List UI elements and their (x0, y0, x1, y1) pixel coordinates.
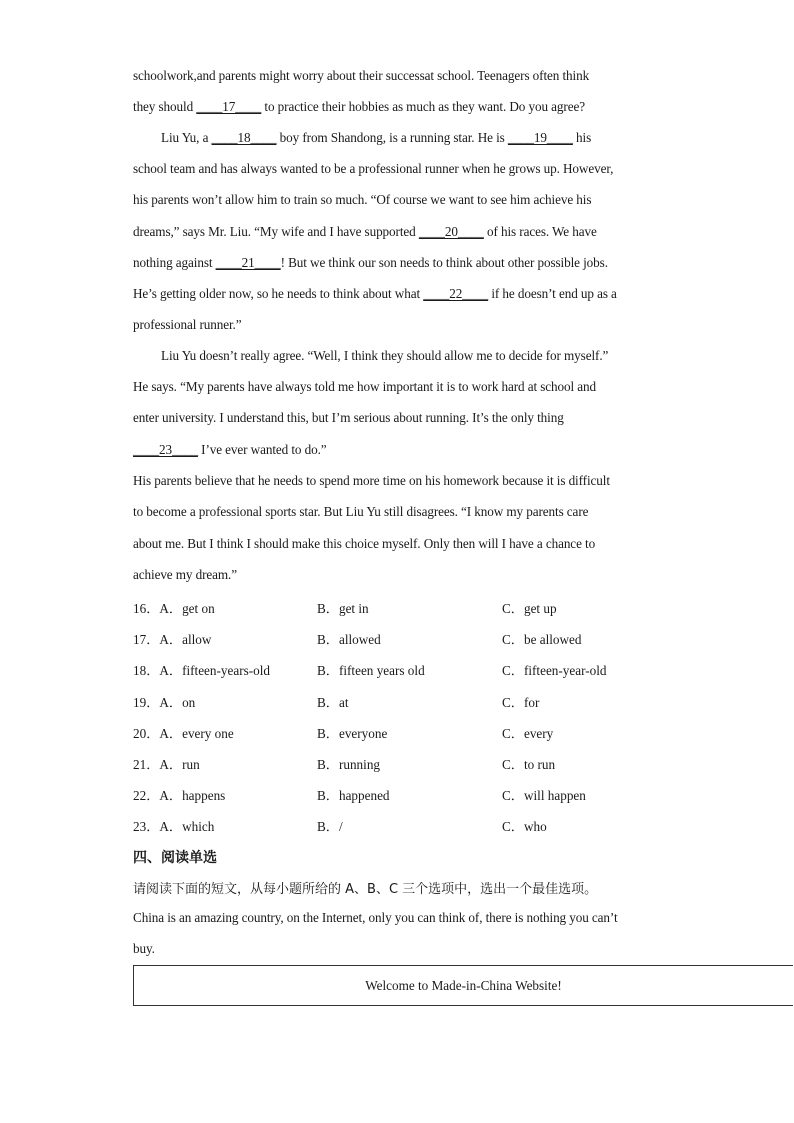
option-b: B．fifteen years old (317, 663, 425, 678)
text: to practice their hobbies as much as they want. Do you agree? (261, 99, 585, 114)
text: nothing against (133, 255, 216, 270)
option-b: B．at (317, 695, 349, 710)
passage-line (133, 442, 327, 458)
text: dreams,” says Mr. Liu. “My wife and I have supported (133, 224, 419, 239)
option-b: B．running (317, 757, 381, 772)
blank-22: ____22____ (423, 286, 489, 301)
passage-line: buy. (133, 941, 155, 956)
option-b: B．allowed (317, 632, 381, 647)
option-c: C．will happen (502, 788, 586, 803)
option-b: B．get in (317, 601, 369, 616)
option-a: 22．A．happens (133, 788, 226, 803)
option-c: C．to run (502, 757, 556, 772)
option-b: B．everyone (317, 726, 388, 741)
option-a: 18．A．fifteen-years-old (133, 663, 270, 678)
section-title: 四、阅读单选 (133, 850, 217, 866)
passage-line: schoolwork,and parents might worry about their successat school. Teenagers often think (133, 68, 590, 83)
option-a: 17．A．allow (133, 632, 212, 647)
text: boy from Shandong, is a running star. He is (276, 130, 508, 145)
blank-19: ____19____ (507, 130, 573, 145)
text: his (572, 130, 592, 145)
text: if he doesn’t end up as a (488, 286, 617, 301)
text: they should (133, 99, 197, 114)
text: Liu Yu, a (161, 130, 212, 145)
passage-line (133, 255, 608, 271)
website-banner-box (133, 965, 793, 1006)
text: I’ve ever wanted to do.” (197, 442, 327, 457)
option-c: C．be allowed (502, 632, 582, 647)
passage-line (161, 130, 591, 146)
option-c: C．get up (502, 601, 557, 616)
passage-line (133, 224, 597, 240)
text: ! But we think our son needs to think about other possible jobs. (280, 255, 608, 270)
option-c: C．fifteen-year-old (502, 663, 607, 678)
option-c: C．every (502, 726, 554, 741)
passage-line: China is an amazing country, on the Internet, only you can think of, there is nothing you can’t (133, 910, 618, 925)
blank-20: ____20____ (418, 224, 484, 239)
blank-17: ____17____ (196, 99, 262, 114)
passage-line (133, 99, 585, 115)
option-b: B．happened (317, 788, 390, 803)
option-c: C．who (502, 819, 547, 834)
option-a: 20．A．every one (133, 726, 234, 741)
passage-line: enter university. I understand this, but I’m serious about running. It’s the only thing (133, 410, 564, 425)
banner-text: Welcome to Made-in-China Website! (365, 977, 562, 993)
passage-line: He says. “My parents have always told me how important it is to work hard at school and (133, 379, 597, 394)
option-b: B．/ (317, 819, 343, 834)
passage-line (133, 286, 617, 302)
option-a: 23．A．which (133, 819, 215, 834)
passage-line: school team and has always wanted to be a professional runner when he grows up. However, (133, 161, 614, 176)
passage-line: to become a professional sports star. But Liu Yu still disagrees. “I know my parents care (133, 504, 589, 519)
passage-line: His parents believe that he needs to spend more time on his homework because it is difficult (133, 473, 610, 488)
blank-18: ____18____ (211, 130, 277, 145)
blank-21: ____21____ (215, 255, 281, 270)
text: of his races. We have (483, 224, 597, 239)
passage-line: achieve my dream.” (133, 567, 238, 582)
option-a: 16．A．get on (133, 601, 215, 616)
passage-line: his parents won’t allow him to train so much. “Of course we want to see him achieve his (133, 192, 592, 207)
option-c: C．for (502, 695, 540, 710)
passage-line: professional runner.” (133, 317, 242, 332)
blank-23: ____23____ (133, 442, 198, 457)
passage-line: Liu Yu doesn’t really agree. “Well, I think they should allow me to decide for myself.” (161, 348, 609, 363)
passage-line: about me. But I think I should make this choice myself. Only then will I have a chance to (133, 536, 596, 551)
option-a: 19．A．on (133, 695, 196, 710)
section-instruction: 请阅读下面的短文，从每小题所给的 A、B、C 三个选项中，选出一个最佳选项。 (133, 882, 598, 897)
text: He’s getting older now, so he needs to think about what (133, 286, 424, 301)
option-a: 21．A．run (133, 757, 200, 772)
